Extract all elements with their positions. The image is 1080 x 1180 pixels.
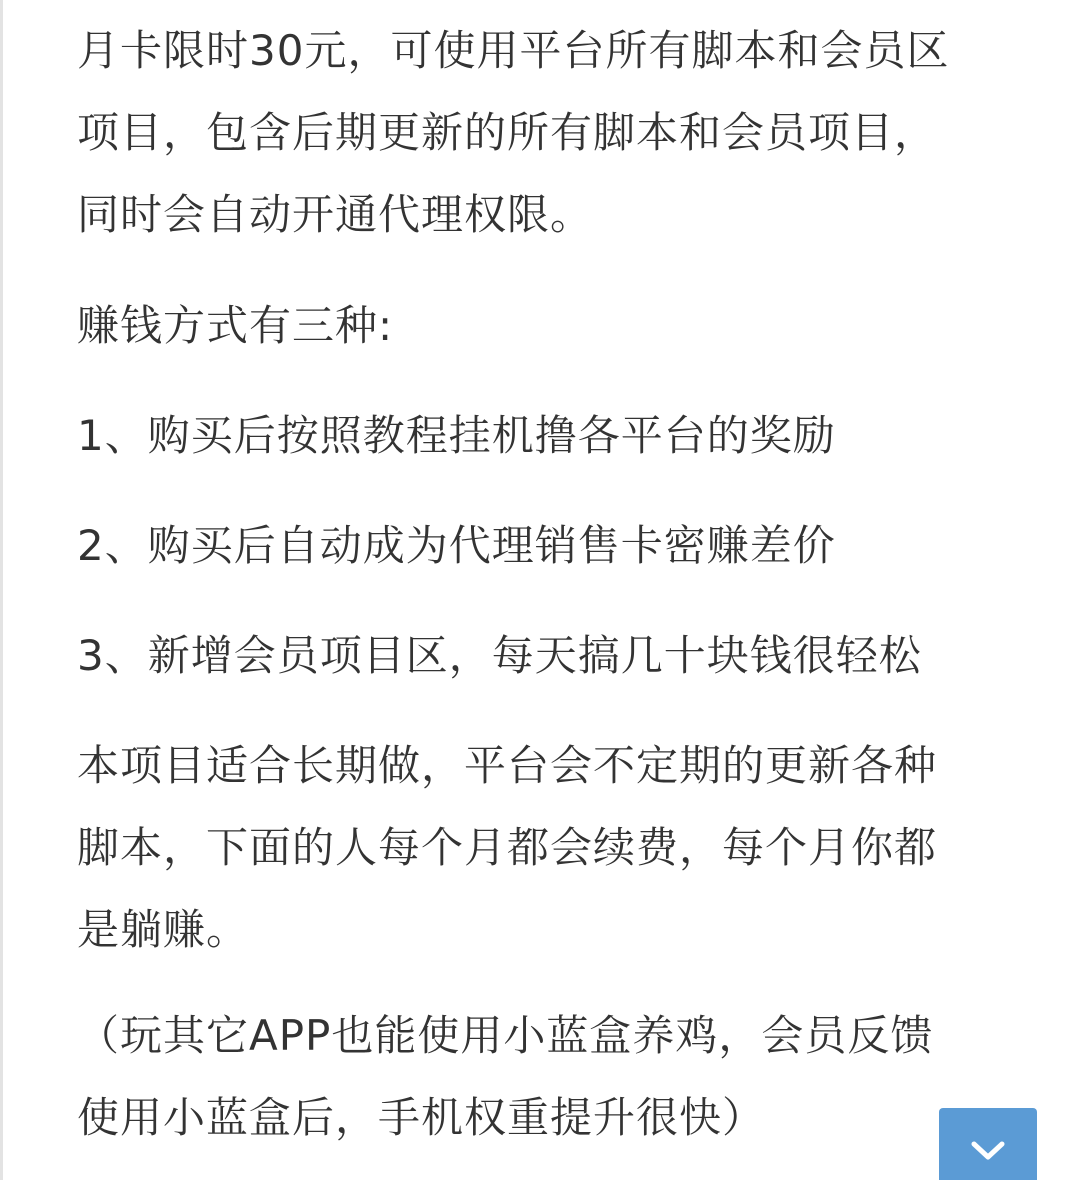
text-line: 月卡限时30元，可使用平台所有脚本和会员区 <box>77 26 950 75</box>
paragraph-app-note <box>77 995 1017 1159</box>
scroll-down-button[interactable] <box>939 1108 1037 1180</box>
paragraph-earning-methods-heading <box>77 285 1017 367</box>
text-line: 本项目适合长期做，平台会不定期的更新各种 <box>77 741 938 790</box>
paragraph-monthly-card <box>77 10 1017 256</box>
text-line: 项目，包含后期更新的所有脚本和会员项目， <box>77 108 938 157</box>
text-line: 1、购买后按照教程挂机撸各平台的奖励 <box>77 411 836 460</box>
text-line: 是躺赚。 <box>77 905 250 954</box>
text-line: （玩其它APP也能使用小蓝盒养鸡，会员反馈 <box>77 1011 934 1060</box>
text-line: 使用小蓝盒后，手机权重提升很快） <box>77 1093 766 1142</box>
list-item-3 <box>77 615 1017 697</box>
paragraph-long-term <box>77 725 1017 971</box>
list-item-1 <box>77 395 1017 477</box>
text-line: 赚钱方式有三种: <box>77 301 394 350</box>
text-line: 同时会自动开通代理权限。 <box>77 190 594 239</box>
text-line: 2、购买后自动成为代理销售卡密赚差价 <box>77 521 836 570</box>
list-item-2 <box>77 505 1017 587</box>
text-line: 脚本，下面的人每个月都会续费，每个月你都 <box>77 823 938 872</box>
text-line: 3、新增会员项目区，每天搞几十块钱很轻松 <box>77 631 922 680</box>
chevron-down-icon <box>968 1136 1008 1164</box>
